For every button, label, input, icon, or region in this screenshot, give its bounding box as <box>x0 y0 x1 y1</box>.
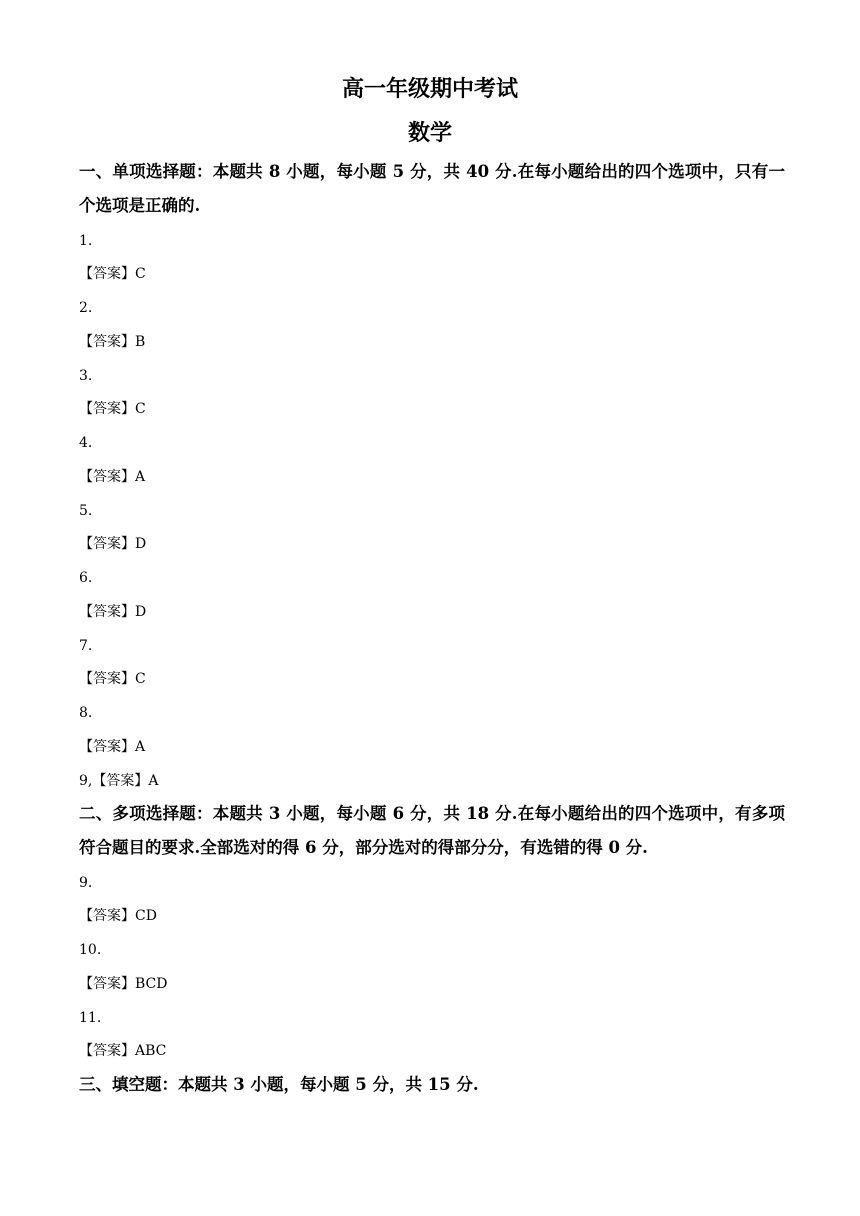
exam-title: 高一年级期中考试 <box>341 76 518 102</box>
question-number: 1. <box>79 233 93 249</box>
question-number: 6. <box>79 570 93 586</box>
section-3-heading: 三、填空题：本题共 3 小题，每小题 5 分，共 15 分. <box>79 1075 479 1094</box>
question-number: 11. <box>79 1010 102 1026</box>
answer-line: 9,【答案】A <box>79 773 159 789</box>
question-number: 9. <box>79 875 93 891</box>
question-number: 10. <box>79 942 102 958</box>
answer-line: 【答案】A <box>79 469 146 485</box>
answer-line: 【答案】BCD <box>79 976 168 992</box>
answer-line: 【答案】ABC <box>79 1043 167 1059</box>
answer-line: 【答案】D <box>79 536 147 552</box>
question-number: 3. <box>79 368 93 384</box>
answer-line: 【答案】A <box>79 739 146 755</box>
answer-line: 【答案】C <box>79 671 146 687</box>
question-number: 2. <box>79 300 93 316</box>
answer-line: 【答案】B <box>79 334 146 350</box>
question-number: 8. <box>79 705 93 721</box>
answer-line: 【答案】C <box>79 401 146 417</box>
section-2-heading: 二、多项选择题：本题共 3 小题，每小题 6 分，共 18 分.在每小题给出的四个选项中，有多项符合题目的要求.全部选对的得 6 分，部分选对的得部分分，有选错的得 0 分. <box>79 804 785 857</box>
answer-line: 【答案】C <box>79 266 146 282</box>
answer-line: 【答案】D <box>79 604 147 620</box>
question-number: 4. <box>79 435 93 451</box>
section-1-heading: 一、单项选择题：本题共 8 小题，每小题 5 分，共 40 分.在每小题给出的四个选项中，只有一个选项是正确的. <box>79 162 785 215</box>
subject-title: 数学 <box>407 120 452 146</box>
question-number: 5. <box>79 503 93 519</box>
answer-line: 【答案】CD <box>79 908 157 924</box>
question-number: 7. <box>79 638 93 654</box>
